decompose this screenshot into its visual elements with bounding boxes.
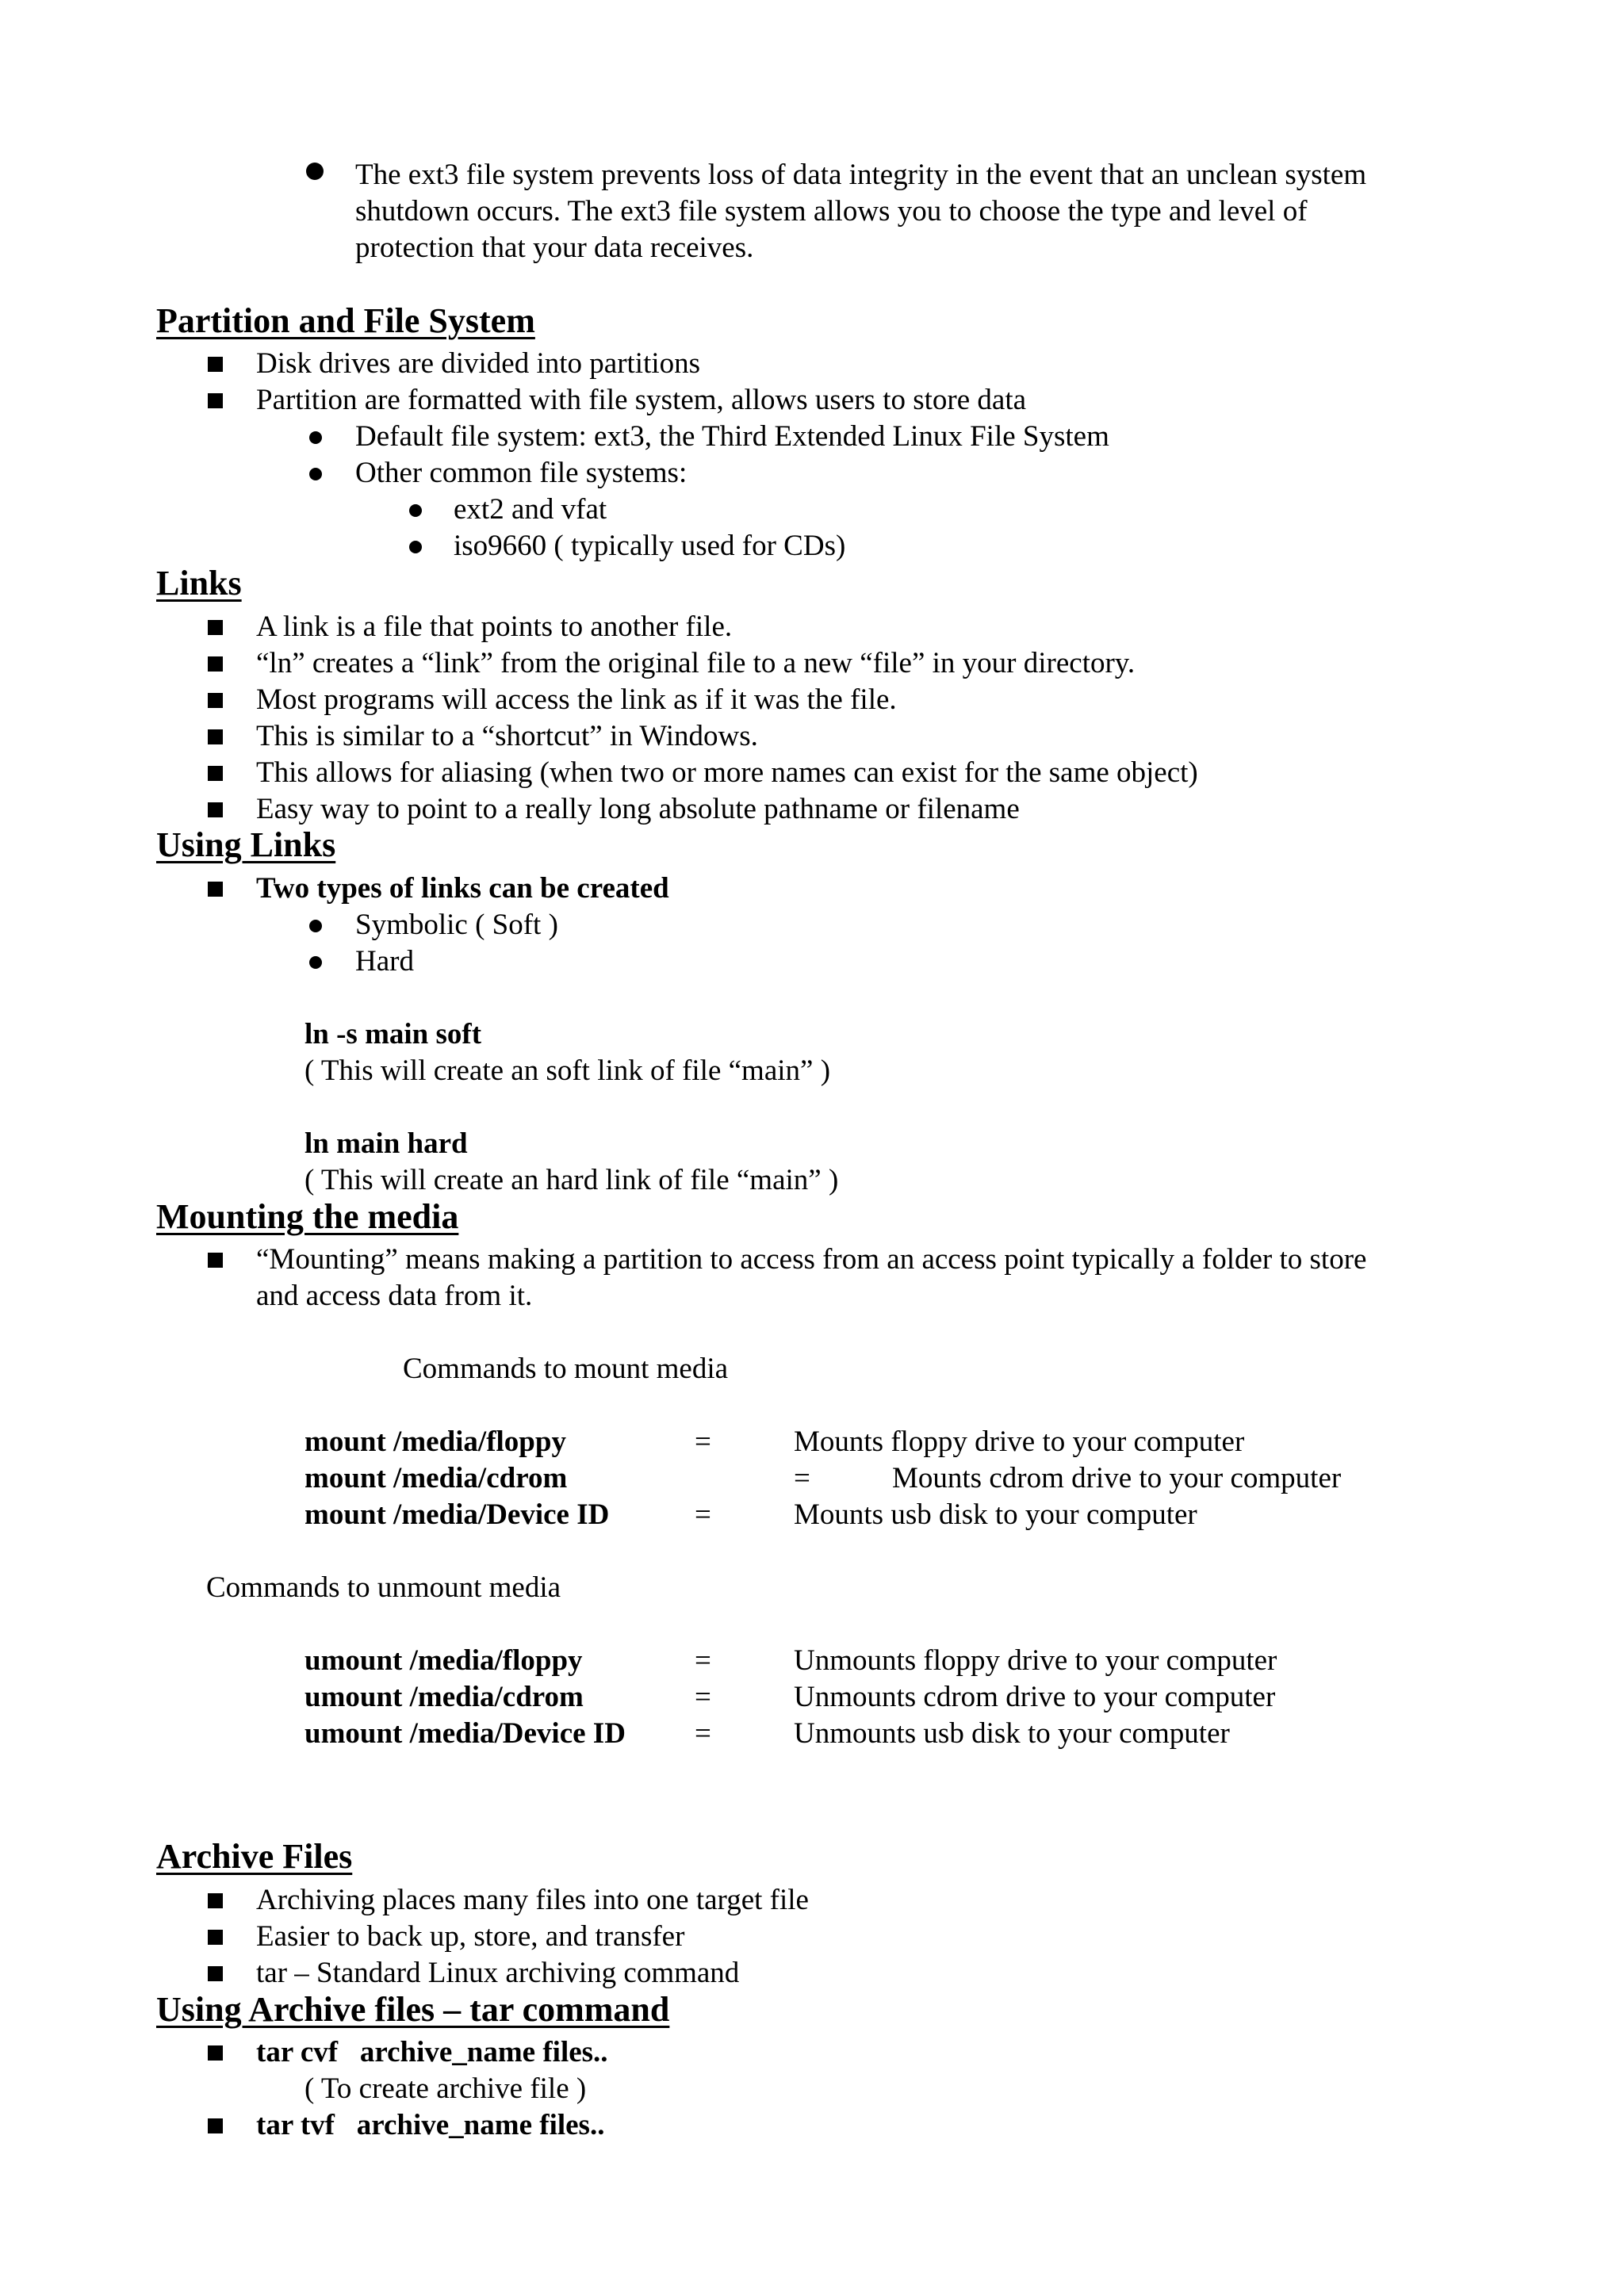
bullet-square	[208, 620, 223, 635]
intro-line: protection that your data receives.	[355, 232, 754, 264]
equals-sign: =	[695, 1717, 711, 1750]
equals-sign: =	[695, 1498, 711, 1531]
list-item: A link is a file that points to another file.	[256, 610, 733, 643]
list-item: ext2 and vfat	[454, 493, 607, 526]
bullet-square	[208, 882, 223, 897]
bullet-square	[208, 802, 223, 817]
command-text: tar tvf archive_name files..	[256, 2109, 605, 2141]
mount-commands-title: Commands to mount media	[403, 1353, 729, 1385]
list-item: Easier to back up, store, and transfer	[256, 1920, 685, 1953]
list-item: This allows for aliasing (when two or more names can exist for the same object)	[256, 756, 1198, 789]
bullet-square	[208, 2118, 223, 2133]
section-heading-archive: Archive Files	[156, 1837, 353, 1876]
mount-description: Mounts usb disk to your computer	[794, 1498, 1197, 1531]
bullet-square	[208, 393, 223, 408]
command-text: tar cvf archive_name files..	[256, 2036, 608, 2068]
section-heading-tar: Using Archive files – tar command	[156, 1990, 670, 2029]
list-item: Two types of links can be created	[256, 872, 669, 905]
bullet-square	[208, 1930, 223, 1945]
bullet-dot	[409, 541, 422, 553]
list-item: “ln” creates a “link” from the original file to a new “file” in your directory.	[256, 647, 1136, 679]
bullet-square	[208, 1253, 223, 1268]
section-heading-mounting: Mounting the media	[156, 1197, 459, 1236]
mount-description: Mounts cdrom drive to your computer	[892, 1462, 1342, 1494]
bullet-dot	[309, 468, 322, 480]
unmount-description: Unmounts floppy drive to your computer	[794, 1644, 1277, 1677]
list-item: This is similar to a “shortcut” in Windows.	[256, 720, 758, 752]
equals-sign: =	[695, 1425, 711, 1458]
equals-sign: =	[794, 1462, 810, 1494]
intro-line: shutdown occurs. The ext3 file system allows you to choose the type and level of	[355, 195, 1308, 228]
intro-line: The ext3 file system prevents loss of data integrity in the event that an unclean system	[355, 159, 1367, 191]
command-text: ln main hard	[304, 1127, 468, 1160]
bullet-dot	[409, 504, 422, 517]
command-description: ( This will create an soft link of file “main” )	[304, 1054, 831, 1087]
command-description: ( To create archive file )	[304, 2072, 587, 2105]
list-item: Hard	[355, 945, 414, 978]
list-item: Other common file systems:	[355, 457, 688, 489]
list-item: iso9660 ( typically used for CDs)	[454, 530, 846, 562]
mount-command: mount /media/cdrom	[304, 1462, 568, 1494]
list-item: Easy way to point to a really long absolute pathname or filename	[256, 793, 1020, 825]
bullet-square	[208, 1966, 223, 1981]
list-item: Default file system: ext3, the Third Extended Linux File System	[355, 420, 1109, 453]
bullet-dot	[309, 920, 322, 932]
bullet-square	[208, 1893, 223, 1908]
mount-description: Mounts floppy drive to your computer	[794, 1425, 1245, 1458]
equals-sign: =	[695, 1644, 711, 1677]
mount-command: mount /media/floppy	[304, 1425, 566, 1458]
list-item: Disk drives are divided into partitions	[256, 347, 701, 380]
bullet-square	[208, 2045, 223, 2061]
equals-sign: =	[695, 1681, 711, 1713]
section-heading-links: Links	[156, 564, 242, 603]
command-text: ln -s main soft	[304, 1018, 482, 1050]
unmount-command: umount /media/cdrom	[304, 1681, 584, 1713]
section-heading-using-links: Using Links	[156, 825, 336, 864]
bullet-square	[208, 656, 223, 672]
bullet-dot	[309, 431, 322, 444]
list-item: “Mounting” means making a partition to access from an access point typically a folder to store	[256, 1243, 1367, 1276]
list-item: and access data from it.	[256, 1280, 533, 1312]
unmount-command: umount /media/floppy	[304, 1644, 583, 1677]
bullet-square	[208, 729, 223, 744]
unmount-commands-title: Commands to unmount media	[206, 1571, 561, 1604]
bullet-square	[208, 357, 223, 372]
section-heading-partition: Partition and File System	[156, 301, 535, 340]
bullet-dot	[309, 956, 322, 969]
list-item: tar – Standard Linux archiving command	[256, 1957, 740, 1989]
unmount-command: umount /media/Device ID	[304, 1717, 626, 1750]
bullet-square	[208, 693, 223, 708]
unmount-description: Unmounts cdrom drive to your computer	[794, 1681, 1276, 1713]
list-item: Most programs will access the link as if it was the file.	[256, 683, 897, 716]
bullet-square	[208, 766, 223, 781]
mount-command: mount /media/Device ID	[304, 1498, 610, 1531]
list-item: Archiving places many files into one target file	[256, 1884, 809, 1916]
unmount-description: Unmounts usb disk to your computer	[794, 1717, 1230, 1750]
command-description: ( This will create an hard link of file “main” )	[304, 1164, 839, 1196]
bullet-dot	[306, 163, 324, 180]
list-item: Symbolic ( Soft )	[355, 909, 558, 941]
list-item: Partition are formatted with file system, allows users to store data	[256, 384, 1027, 416]
